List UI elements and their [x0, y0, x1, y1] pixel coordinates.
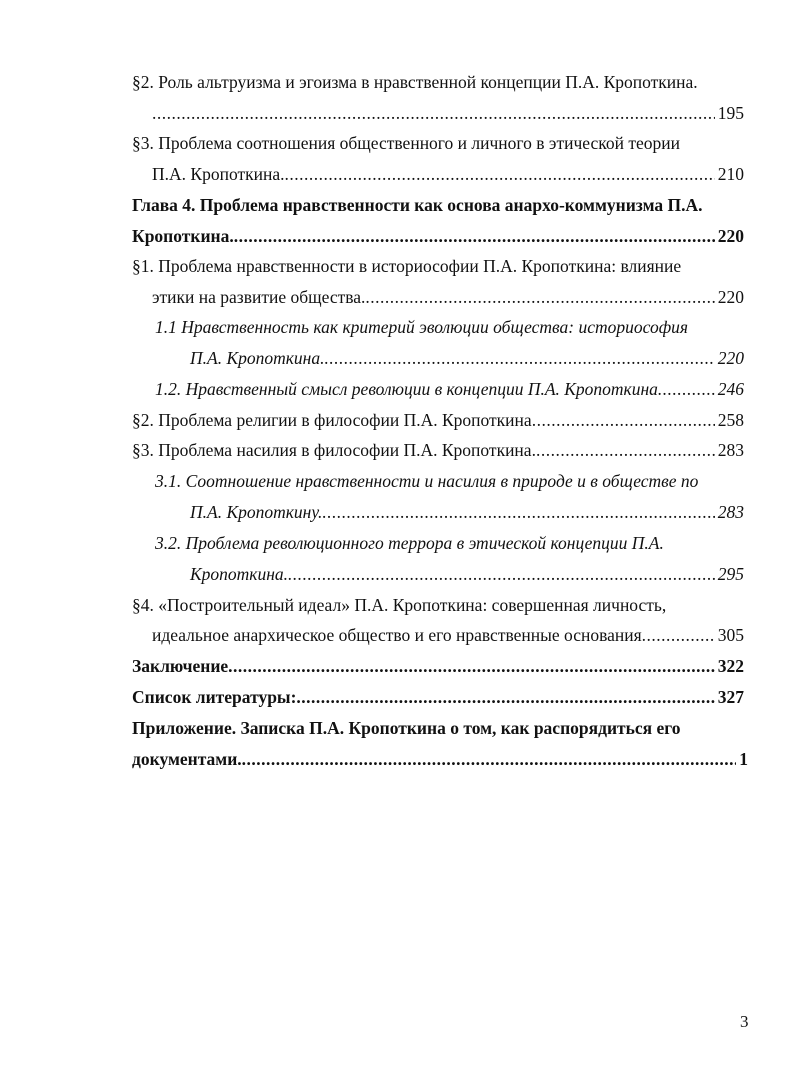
entry-text: Заключение: [132, 656, 229, 676]
dot-leader: [284, 162, 714, 186]
page-ref: 195: [717, 103, 744, 123]
page-number: 3: [740, 1012, 749, 1031]
toc-entry-section2: [132, 408, 744, 432]
dot-leader: [642, 623, 715, 647]
dot-leader: [234, 224, 715, 248]
entry-text: идеальное анархическое общество и его нравственные основания: [152, 625, 642, 645]
toc-appendix-title: Приложение. Записка П.А. Кропоткина о том, как распорядиться его: [132, 718, 681, 738]
page-ref: 220: [717, 348, 744, 368]
toc-subentry-3-1-leader: [190, 500, 744, 524]
toc-conclusion: [132, 654, 744, 678]
page-ref: 220: [717, 226, 744, 246]
page-ref: 220: [717, 287, 744, 307]
entry-text: П.А. Кропоткина.: [152, 164, 285, 184]
toc-chapter4-leader: [132, 224, 744, 248]
entry-text: документами.: [132, 749, 242, 769]
page-ref: 283: [717, 502, 744, 522]
dot-leader: [296, 685, 714, 709]
dot-leader: [365, 285, 714, 309]
toc-bibliography: [132, 685, 744, 709]
toc-entry-chapter3-section3-title: §3. Проблема соотношения общественного и личного в этической теории: [132, 133, 680, 153]
entry-text: П.А. Кропоткина.: [190, 348, 325, 368]
dot-leader: [536, 438, 715, 462]
toc-entry-section4-leader: [152, 623, 744, 647]
toc-entry-chapter3-section3-leader: [152, 162, 744, 186]
dot-leader: [658, 377, 715, 401]
toc-entry-section3: [132, 438, 744, 462]
page-ref: 283: [717, 440, 744, 460]
entry-text: этики на развитие общества.: [152, 287, 366, 307]
toc-subentry-1-1-title: 1.1 Нравственность как критерий эволюции общества: историософия: [155, 317, 689, 337]
entry-text: П.А. Кропоткину.: [190, 502, 323, 522]
entry-text: §3. Проблема насилия в философии П.А. Кропоткина.: [132, 440, 536, 460]
dot-leader: [532, 408, 715, 432]
toc-appendix-leader: [132, 747, 748, 771]
page-ref: 327: [717, 687, 744, 707]
page-ref: 322: [717, 656, 744, 676]
toc-entry-section1-leader: [152, 285, 744, 309]
entry-text: §2. Проблема религии в философии П.А. Кропоткина: [132, 410, 532, 430]
page-ref: 1: [739, 749, 748, 769]
toc-subentry-1-1-leader: [190, 346, 744, 370]
entry-text: Кропоткина.: [132, 226, 234, 246]
dot-leader: [228, 654, 715, 678]
dot-leader: [242, 747, 737, 771]
page-ref: 258: [717, 410, 744, 430]
page-ref: 295: [717, 564, 744, 584]
entry-text: Кропоткина.: [190, 564, 289, 584]
toc-entry-section1-title: §1. Проблема нравственности в историософии П.А. Кропоткина: влияние: [132, 256, 682, 276]
dot-leader: [324, 346, 714, 370]
toc-subentry-3-2-leader: [190, 562, 744, 586]
toc-subentry-1-2: [155, 377, 744, 401]
page-ref: 305: [717, 625, 744, 645]
dot-leader: [152, 101, 715, 125]
dot-leader: [288, 562, 715, 586]
toc-subentry-3-2-title: 3.2. Проблема революционного террора в этической концепции П.А.: [155, 533, 664, 553]
toc-entry-chapter3-section2-leader: [152, 101, 744, 125]
entry-text: Список литературы:: [132, 687, 297, 707]
toc-entry-section4-title: §4. «Построительный идеал» П.А. Кропоткина: совершенная личность,: [132, 595, 667, 615]
entry-text: 1.2. Нравственный смысл революции в концепции П.А. Кропоткина: [155, 379, 658, 399]
page-ref: 210: [717, 164, 744, 184]
toc-chapter4-title: Глава 4. Проблема нравственности как основа анархо-коммунизма П.А.: [132, 195, 703, 215]
dot-leader: [322, 500, 714, 524]
page-ref: 246: [717, 379, 744, 399]
toc-entry-chapter3-section2-title: §2. Роль альтруизма и эгоизма в нравственной концепции П.А. Кропоткина.: [132, 72, 698, 92]
toc-subentry-3-1-title: 3.1. Соотношение нравственности и насилия в природе и в обществе по: [155, 471, 699, 491]
